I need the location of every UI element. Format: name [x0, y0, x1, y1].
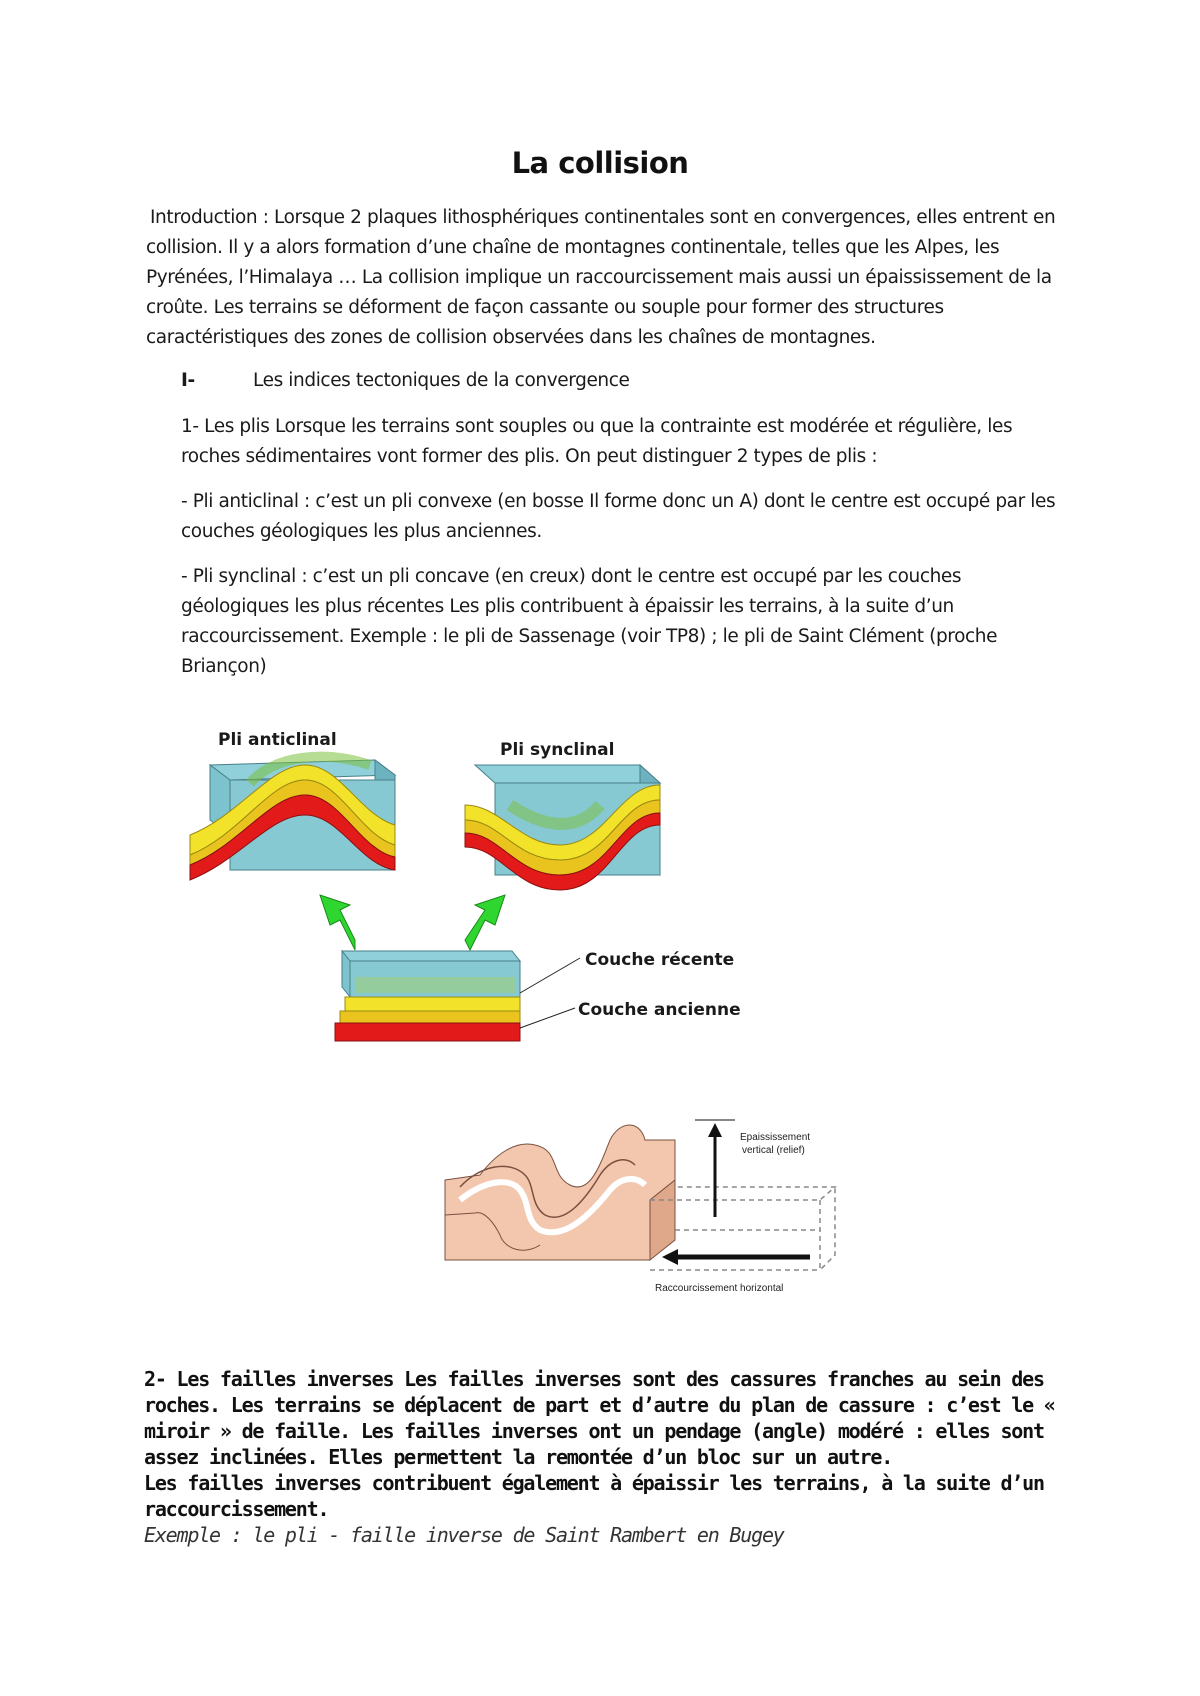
intro-paragraph	[146, 203, 1066, 353]
failles-section	[144, 1366, 1064, 1548]
failles-example: Exemple : le pli - faille inverse de Saint Rambert en Bugey	[144, 1523, 784, 1547]
folded-crust-block	[445, 1125, 675, 1260]
label-synclinal: Pli synclinal	[500, 740, 615, 760]
anticline-block	[190, 730, 395, 880]
flat-layers-block	[335, 951, 520, 1041]
label-raccourcissement: Raccourcissement horizontal	[655, 1283, 784, 1294]
thickening-diagram	[440, 1105, 840, 1305]
failles-paragraph-1: 2- Les failles inverses Les failles inverses sont des cassures franches au sein des roches. Les terrains se déplacent de part et d’autre du plan de cassure : c’est le « miroir » de faille. Les failles inverses ont un pendage (angle) modéré : elles sont assez inclinées. Elles permettent la remontée d’un bloc sur un autre.	[144, 1367, 1055, 1469]
page-title: La collision	[511, 146, 689, 180]
label-couche-recente: Couche récente	[585, 950, 735, 970]
syncline-block	[465, 740, 660, 890]
label-vertical-relief: vertical (relief)	[742, 1145, 805, 1156]
vertical-arrow	[695, 1120, 735, 1217]
horizontal-arrow	[662, 1249, 810, 1265]
plis-paragraph: 1- Les plis Lorsque les terrains sont souples ou que la contrainte est modérée et régulière, les roches sédimentaires vont former des plis. On peut distinguer 2 types de plis :	[181, 416, 1013, 467]
intro-label: Introduction :	[150, 207, 269, 228]
intro-text: Lorsque 2 plaques lithosphériques continentales sont en convergences, elles entrent en collision. Il y a alors formation d’une chaîne de montagnes continentale, telles que les Alpes, les Pyrénées, l’Himalaya … La collision implique un raccourcissement mais aussi un épaississement de la croûte. Les terrains se déforment de façon cassante ou souple pour former des structures caractéristiques des zones de collision observées dans les chaînes de montagnes.	[146, 207, 1056, 348]
synclinal-paragraph: - Pli synclinal : c’est un pli concave (en creux) dont le centre est occupé par les couches géologiques les plus récentes Les plis contribuent à épaissir les terrains, à la suite d’un raccourcissement. Exemple : le pli de Sassenage (voir TP8) ; le pli de Saint Clément (proche Briançon)	[181, 566, 998, 677]
section-heading	[181, 366, 1061, 396]
label-couche-ancienne: Couche ancienne	[578, 1000, 741, 1020]
green-arrow-right	[465, 895, 505, 950]
section-number: I-	[181, 370, 195, 391]
label-epaississement: Epaississement	[740, 1132, 811, 1143]
green-arrow-left	[320, 895, 355, 950]
failles-paragraph-2: Les failles inverses contribuent également à épaissir les terrains, à la suite d’un raccourcissement.	[144, 1471, 1044, 1521]
folds-diagram	[180, 725, 820, 1055]
anticlinal-paragraph: - Pli anticlinal : c’est un pli convexe (en bosse Il forme donc un A) dont le centre est occupé par les couches géologiques les plus anciennes.	[181, 491, 1056, 542]
label-anticlinal: Pli anticlinal	[218, 730, 337, 750]
section-title: Les indices tectoniques de la convergence	[253, 370, 630, 391]
